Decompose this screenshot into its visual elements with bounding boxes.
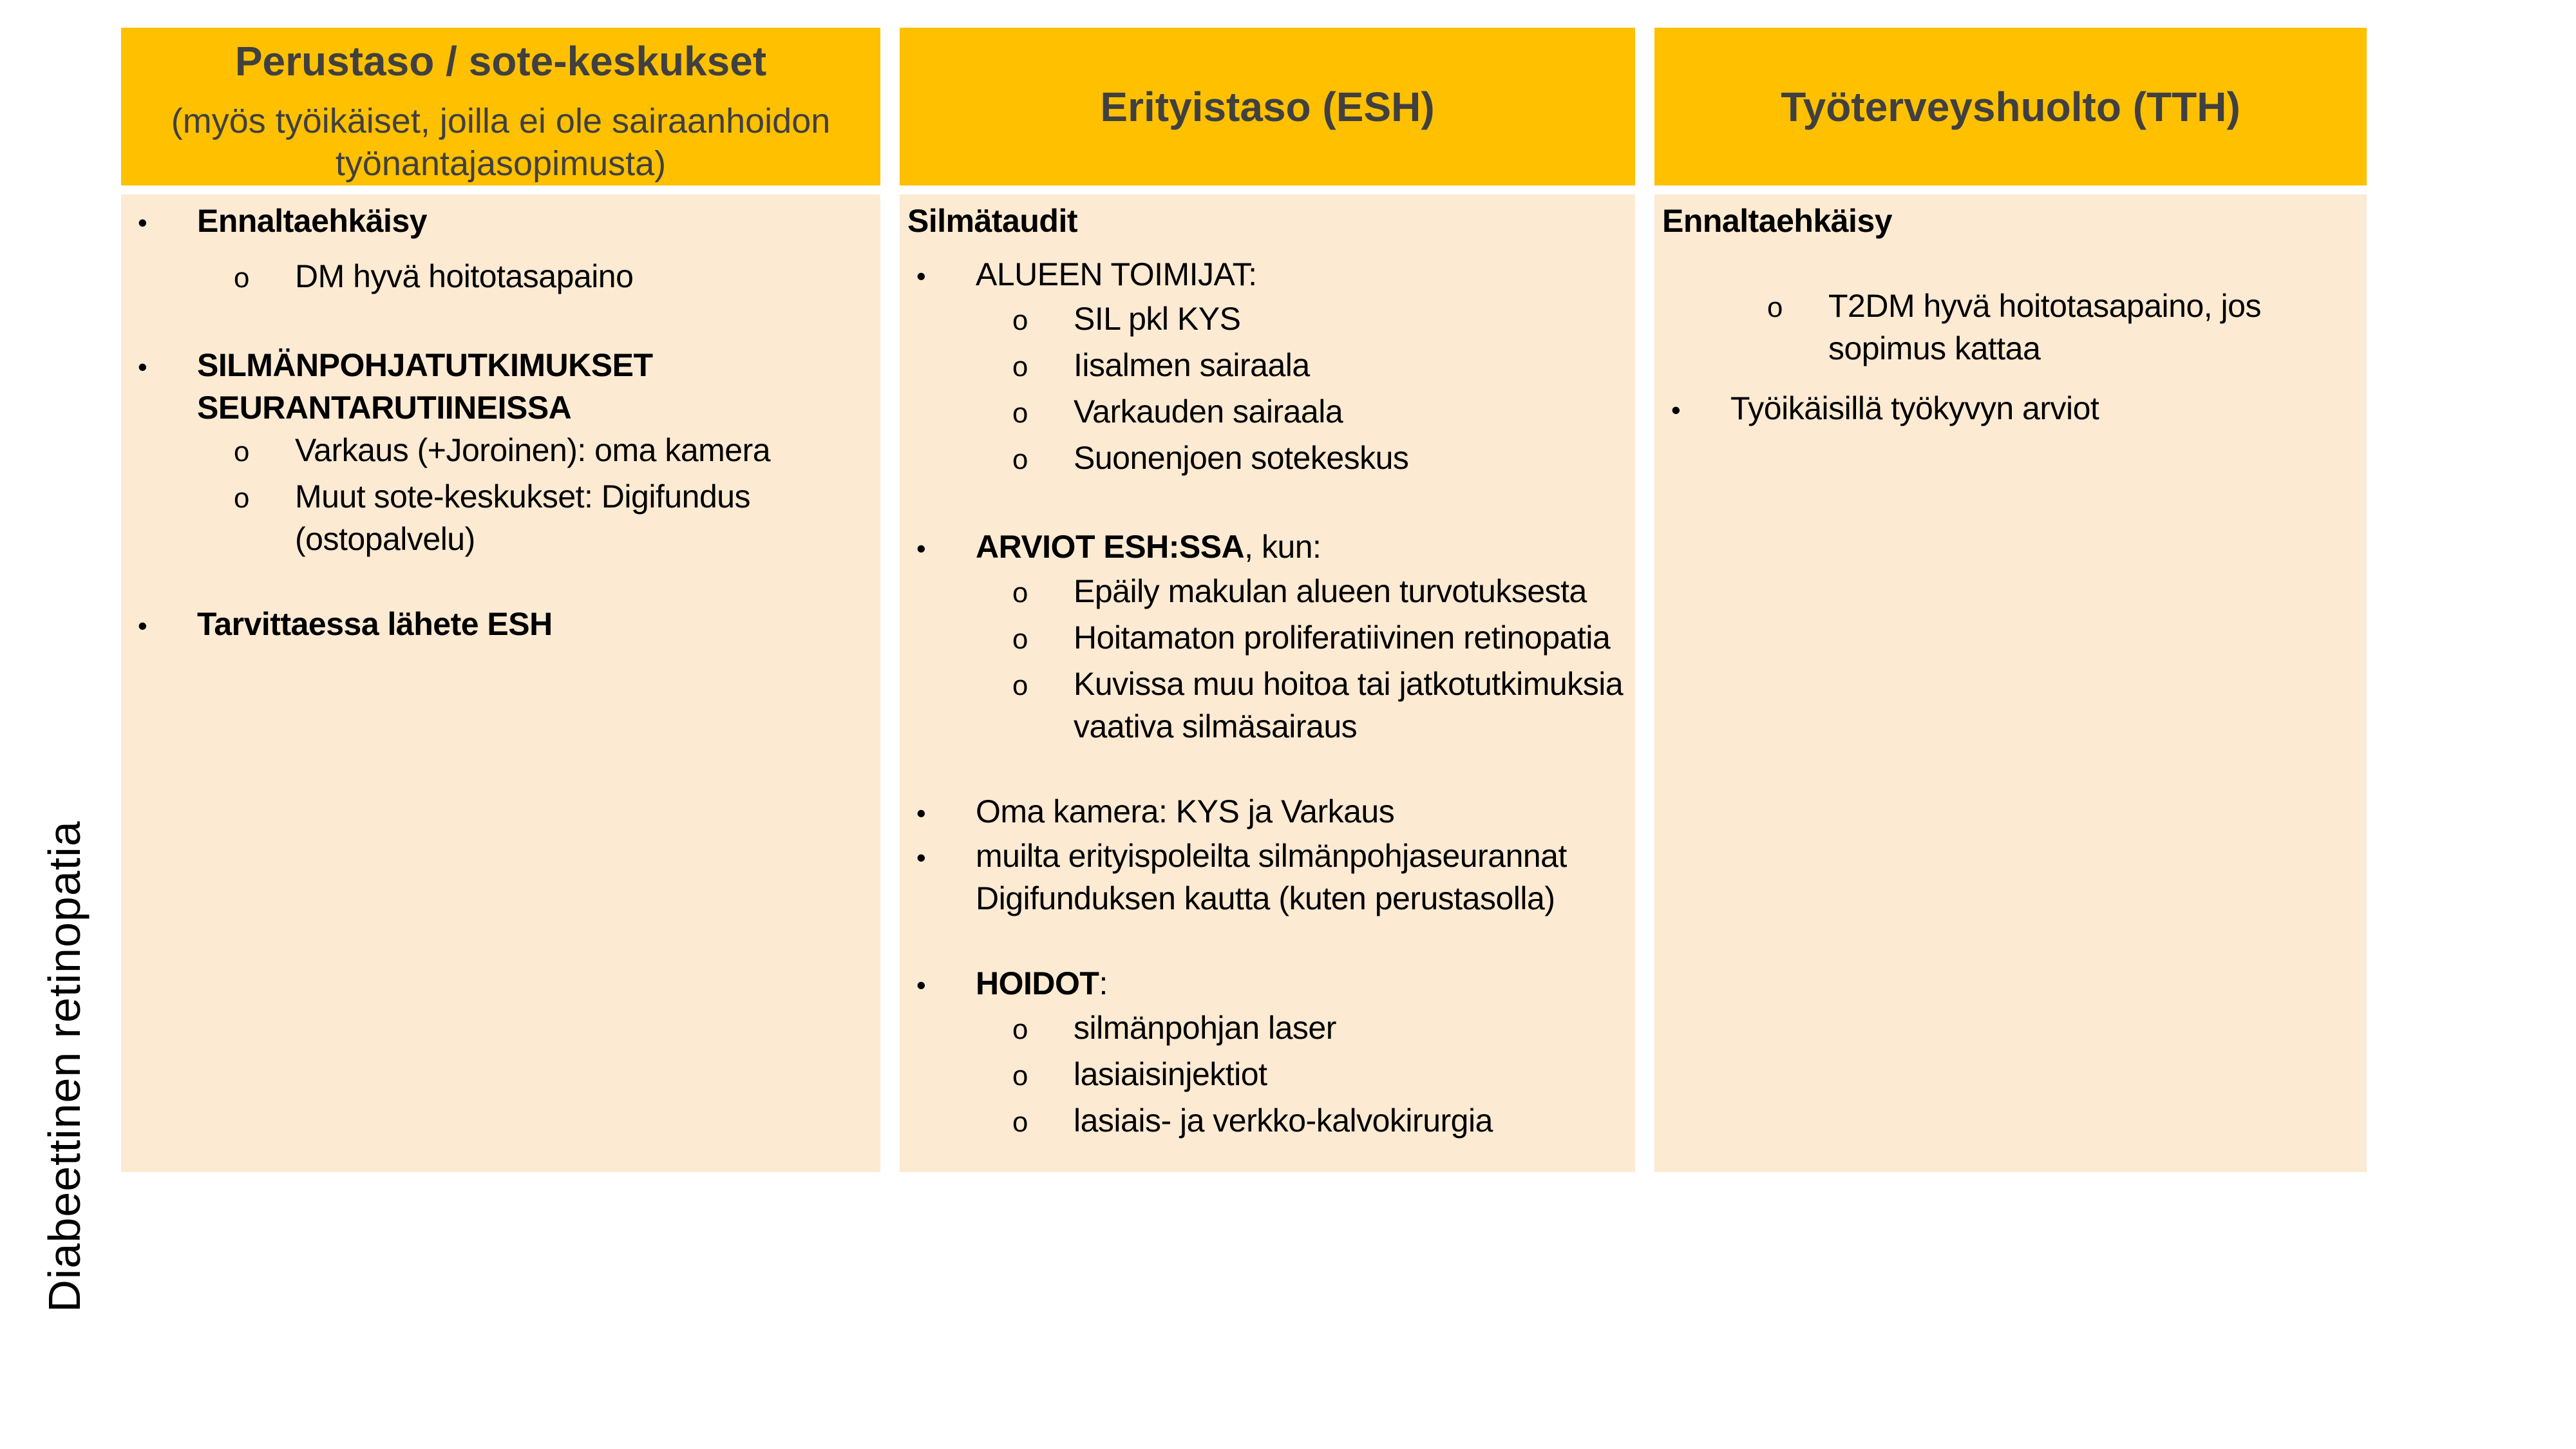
- item-text: SIL pkl KYS: [1074, 301, 1241, 337]
- item-text: T2DM hyvä hoitotasapaino, jos sopimus kattaa: [1828, 288, 2261, 366]
- item-text: silmänpohjan laser: [1074, 1010, 1336, 1046]
- bullet-icon: •: [916, 533, 926, 564]
- item-text: Epäily makulan alueen turvotuksesta: [1074, 573, 1587, 609]
- list-item: [900, 570, 1626, 616]
- body-cell-erityistaso: [900, 194, 1635, 1172]
- list-item: [900, 790, 1626, 835]
- list-item: [900, 1099, 1626, 1146]
- header-title-tyoterveyshuolto: Työterveyshuolto (TTH): [1781, 83, 2240, 130]
- circle-bullet-icon: o: [1012, 1062, 1029, 1094]
- list-item: [900, 200, 1626, 242]
- list-item: [900, 298, 1626, 344]
- list-item: [121, 429, 871, 475]
- list-item: [1654, 200, 2358, 242]
- side-label: Diabeettinen retinopatia: [39, 820, 90, 1312]
- item-text: Oma kamera: KYS ja Varkaus: [976, 793, 1395, 829]
- list-item: [900, 835, 1626, 920]
- list-item: [1654, 285, 2358, 370]
- header-title-perustaso: Perustaso / sote-keskukset: [234, 38, 767, 84]
- header-title-erityistaso: Erityistaso (ESH): [1100, 83, 1435, 130]
- bullet-icon: •: [138, 352, 147, 382]
- item-text: [976, 962, 1626, 1005]
- header-cell-tyoterveyshuolto: [1654, 28, 2367, 185]
- circle-bullet-icon: o: [233, 264, 251, 296]
- circle-bullet-icon: o: [1012, 1016, 1029, 1048]
- body-cell-perustaso: [121, 194, 880, 1172]
- bullet-icon: •: [916, 970, 926, 1000]
- item-text: Ennaltaehkäisy: [197, 203, 428, 239]
- item-text: SILMÄNPOHJATUTKIMUKSET SEURANTARUTIINEISSA: [197, 347, 653, 426]
- item-text: Varkauden sairaala: [1074, 393, 1343, 430]
- header-subtitle-perustaso: (myös työikäiset, joilla ei ole sairaanhoidon työnantajasopimusta): [171, 102, 831, 183]
- circle-bullet-icon: o: [1012, 446, 1029, 478]
- item-text: Tarvittaessa lähete ESH: [197, 606, 553, 642]
- item-text: Kuvissa muu hoitoa tai jatkotutkimuksia vaativa silmäsairaus: [1074, 666, 1624, 744]
- item-text-rest: :: [1099, 965, 1108, 1001]
- item-text: Hoitamaton proliferatiivinen retinopatia: [1074, 620, 1611, 656]
- item-text: Ennaltaehkäisy: [1662, 203, 1893, 239]
- item-text: lasiais- ja verkko-kalvokirurgia: [1074, 1103, 1493, 1139]
- care-level-table: [121, 28, 2367, 1172]
- item-text: Silmätaudit: [907, 203, 1077, 239]
- circle-bullet-icon: o: [1012, 672, 1029, 704]
- item-text: [976, 526, 1626, 568]
- circle-bullet-icon: o: [1012, 307, 1029, 339]
- header-cell-perustaso: [121, 28, 880, 185]
- circle-bullet-icon: o: [1012, 353, 1029, 385]
- bullet-icon: •: [138, 207, 147, 238]
- list-item: [900, 1053, 1626, 1099]
- item-text-bold: HOIDOT: [976, 965, 1099, 1001]
- item-text: Iisalmen sairaala: [1074, 347, 1310, 383]
- circle-bullet-icon: o: [233, 484, 251, 516]
- list-item: [121, 255, 871, 301]
- list-item: [900, 390, 1626, 437]
- list-item: [121, 475, 871, 560]
- item-text: Muut sote-keskukset: Digifundus (ostopalvelu): [295, 478, 751, 557]
- list-item: [900, 344, 1626, 390]
- circle-bullet-icon: o: [1766, 294, 1784, 326]
- bullet-icon: •: [1671, 395, 1681, 425]
- item-text: Varkaus (+Joroinen): oma kamera: [295, 432, 771, 468]
- item-text-bold: ARVIOT ESH:SSA: [976, 529, 1245, 565]
- bullet-icon: •: [916, 798, 926, 828]
- circle-bullet-icon: o: [1012, 1108, 1029, 1141]
- list-item: [900, 526, 1626, 570]
- list-item: [121, 603, 871, 647]
- item-text-rest: , kun:: [1244, 529, 1321, 565]
- item-text: Suonenjoen sotekeskus: [1074, 440, 1409, 476]
- bullet-icon: •: [916, 261, 926, 291]
- list-item: [900, 663, 1626, 748]
- bullet-icon: •: [916, 842, 926, 873]
- list-item: [900, 1007, 1626, 1053]
- list-item: [1654, 387, 2358, 431]
- item-text: ALUEEN TOIMIJAT:: [976, 256, 1257, 292]
- circle-bullet-icon: o: [1012, 399, 1029, 431]
- item-text: DM hyvä hoitotasapaino: [295, 258, 634, 294]
- item-text: lasiaisinjektiot: [1074, 1056, 1267, 1092]
- item-text: muilta erityispoleilta silmänpohjaseurannat Digifunduksen kautta (kuten perustasolla): [976, 838, 1567, 916]
- list-item: [121, 200, 871, 244]
- circle-bullet-icon: o: [1012, 625, 1029, 658]
- header-cell-erityistaso: [900, 28, 1635, 185]
- list-item: [900, 962, 1626, 1007]
- list-item: [900, 253, 1626, 298]
- list-item: [900, 437, 1626, 483]
- item-text: Työikäisillä työkyvyn arviot: [1730, 390, 2099, 426]
- circle-bullet-icon: o: [233, 438, 251, 470]
- body-cell-tyoterveyshuolto: [1654, 194, 2367, 1172]
- bullet-icon: •: [138, 611, 147, 641]
- list-item: [900, 616, 1626, 663]
- list-item: [121, 344, 871, 429]
- circle-bullet-icon: o: [1012, 579, 1029, 611]
